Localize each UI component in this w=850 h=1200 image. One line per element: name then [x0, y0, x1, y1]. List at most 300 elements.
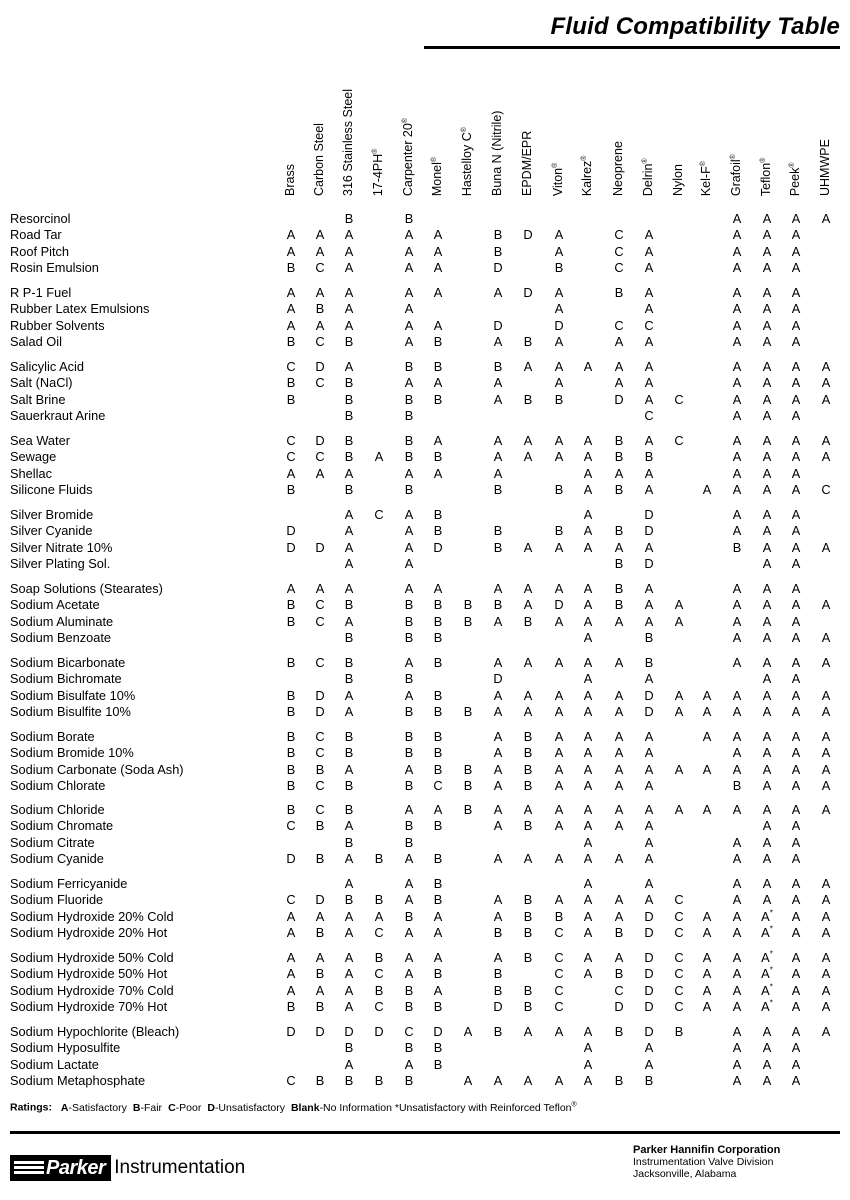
rating-cell: B	[433, 687, 443, 703]
rating-cell: A	[344, 523, 354, 539]
rating-cell: B	[315, 818, 325, 834]
rating-cell: A	[583, 729, 593, 744]
rating-cell: A	[762, 671, 772, 687]
rating-cell: A	[762, 375, 772, 391]
fluid-name: Sodium Benzoate	[10, 630, 112, 646]
rating-cell: A	[583, 482, 593, 498]
rating-cell: A	[732, 1056, 742, 1072]
rating-cell: A	[344, 317, 354, 333]
rating-cell: A	[583, 613, 593, 629]
rating-cell: A	[344, 687, 354, 703]
rating-cell: A	[583, 433, 593, 448]
rating-cell: A	[791, 745, 801, 761]
rating-cell: A	[315, 950, 325, 965]
rating-cell: D	[644, 908, 654, 924]
fluid-name: Soap Solutions (Stearates)	[10, 581, 163, 596]
column-header-label: Peek®	[788, 162, 802, 196]
rating-cell: B	[404, 818, 414, 834]
rating-cell: C	[614, 243, 624, 259]
rating-cell: A	[732, 908, 742, 924]
rating-cell: B	[404, 778, 414, 794]
rating-cell: A	[614, 613, 624, 629]
rating-cell: B	[404, 630, 414, 646]
rating-cell: A	[493, 375, 503, 391]
rating-cell: D	[554, 317, 564, 333]
rating-cell: A	[493, 908, 503, 924]
rating-cell: D	[286, 851, 296, 867]
rating-cell: A	[821, 687, 831, 703]
parker-logo-mark	[10, 1155, 111, 1181]
rating-cell: A	[614, 359, 624, 374]
rating-cell: A	[554, 285, 564, 300]
rating-cell: D	[493, 317, 503, 333]
rating-cell: A	[702, 761, 712, 777]
legend-item: C-Poor	[168, 1101, 202, 1114]
rating-cell: B	[554, 391, 564, 407]
rating-cell: A	[404, 243, 414, 259]
rating-cell: A	[644, 729, 654, 744]
rating-cell: A	[674, 613, 684, 629]
rating-cell: A	[523, 687, 533, 703]
table-row	[0, 285, 850, 301]
rating-cell: A	[404, 687, 414, 703]
rating-cell: B	[286, 375, 296, 391]
rating-cell: A	[821, 966, 831, 982]
rating-cell: A	[644, 671, 654, 687]
rating-cell: B	[614, 449, 624, 465]
rating-cell: B	[404, 1040, 414, 1056]
rating-cell: B	[374, 1073, 384, 1089]
rating-cell: A	[583, 1056, 593, 1072]
rating-cell: A	[554, 892, 564, 908]
rating-cell: A	[762, 802, 772, 817]
rating-cell: B	[644, 449, 654, 465]
rating-cell: B	[614, 433, 624, 448]
rating-cell: A	[583, 465, 593, 481]
fluid-name: Sodium Metaphosphate	[10, 1073, 146, 1089]
rating-cell: A	[674, 761, 684, 777]
rating-cell: A	[493, 745, 503, 761]
fluid-name: Salad Oil	[10, 334, 62, 350]
table-row	[0, 244, 850, 260]
rating-cell: A	[791, 687, 801, 703]
rating-cell: A	[344, 982, 354, 998]
rating-cell: B	[286, 802, 296, 817]
rating-cell: A	[762, 301, 772, 317]
rating-cell: A	[791, 334, 801, 350]
rating-cell: A	[583, 597, 593, 613]
rating-cell: A	[614, 851, 624, 867]
rating-cell: B	[286, 745, 296, 761]
table-row	[0, 1057, 850, 1073]
rating-cell: B	[344, 655, 354, 670]
table-row	[0, 688, 850, 704]
rating-cell: A	[762, 851, 772, 867]
rating-cell: A	[821, 630, 831, 646]
rating-cell: A	[762, 581, 772, 596]
legend-item: B-Fair	[132, 1101, 163, 1114]
rating-cell: B	[404, 391, 414, 407]
rating-cell: A	[644, 482, 654, 498]
rating-cell: C	[315, 729, 325, 744]
division-name: Instrumentation Valve Division	[633, 1156, 774, 1168]
rating-cell: A	[286, 908, 296, 924]
rating-cell: C	[674, 892, 684, 908]
rating-cell: C	[433, 778, 443, 794]
rating-cell: A	[791, 1073, 801, 1089]
rating-cell: A	[762, 818, 772, 834]
rating-cell: A	[791, 1056, 801, 1072]
rating-cell: A	[821, 539, 831, 555]
rating-cell: B	[374, 950, 384, 965]
rating-cell: A	[821, 449, 831, 465]
rating-cell: A	[493, 613, 503, 629]
rating-cell: A	[644, 1056, 654, 1072]
rating-cell: A	[404, 925, 414, 941]
rating-cell: A	[344, 465, 354, 481]
rating-cell: B	[433, 359, 443, 374]
rating-cell: A	[732, 950, 742, 965]
rating-cell: A	[344, 556, 354, 572]
rating-cell: A	[433, 465, 443, 481]
page-title: Fluid Compatibility Table	[550, 13, 840, 40]
rating-cell: A	[732, 375, 742, 391]
rating-cell: A	[286, 301, 296, 317]
rating-cell: A	[821, 802, 831, 817]
rating-cell: B	[404, 597, 414, 613]
rating-cell: A	[762, 761, 772, 777]
table-row	[0, 729, 850, 745]
rating-cell: A	[762, 285, 772, 300]
rating-cell: A	[554, 243, 564, 259]
logo-word: Parker	[46, 1156, 106, 1179]
rating-cell: D	[315, 704, 325, 720]
rating-cell: A	[286, 950, 296, 965]
rating-cell: C	[614, 317, 624, 333]
rating-cell: D	[286, 539, 296, 555]
legend-items	[55, 1102, 395, 1114]
rating-cell: A	[644, 433, 654, 448]
rating-cell: B	[315, 925, 325, 941]
rating-cell: A	[583, 507, 593, 522]
rating-cell: A	[523, 802, 533, 817]
rating-cell: A	[493, 581, 503, 596]
legend-item: Blank-No Information	[290, 1101, 392, 1114]
fluid-name: Sodium Hydroxide 50% Hot	[10, 966, 168, 982]
rating-cell: B	[344, 433, 354, 448]
rating-cell: B	[433, 729, 443, 744]
rating-cell: A	[493, 465, 503, 481]
rating-cell: B	[374, 982, 384, 998]
rating-cell: C	[674, 925, 684, 941]
table-row	[0, 630, 850, 646]
corporation-block	[633, 1144, 780, 1180]
column-header-label: 316 Stainless Steel	[341, 88, 355, 196]
rating-cell: A	[344, 359, 354, 374]
rating-cell: A	[732, 285, 742, 300]
rating-cell: A	[404, 966, 414, 982]
rating-cell: A	[554, 729, 564, 744]
rating-cell: A	[702, 729, 712, 744]
table-row	[0, 359, 850, 375]
rating-cell: C	[614, 227, 624, 243]
legend-heading: Ratings:	[10, 1101, 52, 1114]
rating-cell: B	[523, 778, 533, 794]
rating-cell: A	[583, 925, 593, 941]
rating-cell: A	[732, 211, 742, 226]
rating-cell: D	[644, 966, 654, 982]
rating-cell: A	[762, 1040, 772, 1056]
fluid-name: Sodium Bromide 10%	[10, 745, 134, 761]
rating-cell: B	[315, 966, 325, 982]
rating-cell: A	[702, 966, 712, 982]
rating-cell: A	[791, 778, 801, 794]
rating-cell: B	[286, 778, 296, 794]
rating-cell: A	[732, 227, 742, 243]
fluid-name: R P-1 Fuel	[10, 285, 72, 300]
rating-cell: C	[374, 925, 384, 941]
rating-cell: A	[404, 285, 414, 300]
rating-cell: A	[493, 761, 503, 777]
rating-cell: A	[614, 802, 624, 817]
rating-cell: A	[554, 334, 564, 350]
rating-cell: A	[344, 613, 354, 629]
rating-cell: A	[732, 260, 742, 276]
rating-cell: C	[315, 778, 325, 794]
fluid-name: Sodium Bisulfite 10%	[10, 704, 131, 720]
rating-cell: A	[821, 597, 831, 613]
rating-cell: A	[344, 243, 354, 259]
rating-cell: D	[315, 892, 325, 908]
rating-cell: C	[674, 433, 684, 448]
rating-cell: A	[554, 851, 564, 867]
rating-cell: B	[374, 851, 384, 867]
rating-cell: A	[791, 982, 801, 998]
rating-cell: A	[732, 925, 742, 941]
rating-cell: C	[644, 408, 654, 424]
rating-cell: A	[493, 950, 503, 965]
rating-cell: B	[344, 1073, 354, 1089]
rating-cell: A	[791, 729, 801, 744]
rating-cell: B	[344, 375, 354, 391]
rating-cell: A	[732, 613, 742, 629]
rating-cell: A	[523, 359, 533, 374]
rating-cell: B	[493, 1024, 503, 1039]
rating-cell: B	[732, 778, 742, 794]
rating-cell: A	[493, 704, 503, 720]
rating-cell: B	[344, 802, 354, 817]
table-row	[0, 851, 850, 867]
rating-cell: A	[732, 1040, 742, 1056]
rating-cell: A	[674, 687, 684, 703]
rating-cell: B	[463, 778, 473, 794]
rating-cell: A	[404, 317, 414, 333]
rating-cell: A	[702, 482, 712, 498]
rating-cell: B	[614, 1024, 624, 1039]
rating-cell: B	[404, 408, 414, 424]
table-row	[0, 1024, 850, 1040]
rating-cell: C	[674, 391, 684, 407]
table-row	[0, 392, 850, 408]
table-row	[0, 581, 850, 597]
rating-cell: B	[614, 1073, 624, 1089]
rating-cell: B	[523, 892, 533, 908]
rating-cell: C	[286, 892, 296, 908]
rating-cell: A	[344, 950, 354, 965]
rating-cell: A	[644, 334, 654, 350]
rating-cell: D	[493, 671, 503, 687]
rating-cell: A	[493, 892, 503, 908]
rating-cell: D	[433, 539, 443, 555]
rating-cell: A	[583, 802, 593, 817]
rating-cell: A	[732, 876, 742, 891]
rating-cell: C	[315, 449, 325, 465]
rating-cell: A	[732, 704, 742, 720]
rating-cell: B	[344, 408, 354, 424]
rating-cell: A	[344, 818, 354, 834]
rating-cell: A	[554, 359, 564, 374]
rating-cell: B	[404, 745, 414, 761]
ratings-legend	[10, 1101, 577, 1114]
rating-cell: A	[762, 465, 772, 481]
rating-cell: A	[791, 655, 801, 670]
rating-cell: B	[523, 908, 533, 924]
rating-cell: A	[702, 704, 712, 720]
rating-cell: A	[433, 982, 443, 998]
rating-cell: A	[614, 704, 624, 720]
table-row	[0, 466, 850, 482]
rating-cell: C	[644, 317, 654, 333]
rating-cell: A	[821, 704, 831, 720]
rating-cell: A*	[761, 908, 773, 924]
rating-cell: A	[583, 834, 593, 850]
table-row	[0, 507, 850, 523]
column-header-label: Brass	[283, 164, 297, 196]
fluid-name: Silver Nitrate 10%	[10, 539, 113, 555]
rating-cell: B	[493, 523, 503, 539]
rating-cell: B	[344, 391, 354, 407]
rating-cell: B	[433, 391, 443, 407]
table-row	[0, 966, 850, 982]
rating-cell: D	[644, 950, 654, 965]
rating-cell: C	[404, 1024, 414, 1039]
rating-cell: A	[791, 892, 801, 908]
rating-cell: D	[315, 687, 325, 703]
rating-cell: A	[583, 581, 593, 596]
rating-cell: A	[821, 908, 831, 924]
logo-stripes-icon	[14, 1161, 44, 1175]
rating-cell: A	[821, 745, 831, 761]
fluid-name: Salt Brine	[10, 391, 66, 407]
rating-cell: C	[554, 999, 564, 1015]
rating-cell: A	[523, 1073, 533, 1089]
table-row	[0, 597, 850, 613]
rating-cell: A	[644, 892, 654, 908]
rating-cell: A	[404, 556, 414, 572]
rating-cell: B	[404, 449, 414, 465]
rating-cell: A	[791, 1024, 801, 1039]
legend-note: *Unsatisfactory with Reinforced Teflon®	[394, 1101, 577, 1114]
rating-cell: C	[315, 597, 325, 613]
rating-cell: C	[674, 982, 684, 998]
column-header-label: Teflon®	[759, 157, 773, 196]
rating-cell: A	[344, 704, 354, 720]
rating-cell: A	[732, 851, 742, 867]
corporation-name: Parker Hannifin Corporation	[633, 1144, 781, 1156]
rating-cell: A	[433, 581, 443, 596]
rating-cell: B	[523, 999, 533, 1015]
rating-cell: A	[821, 211, 831, 226]
rating-cell: A	[433, 227, 443, 243]
table-row	[0, 704, 850, 720]
table-row	[0, 671, 850, 687]
table-row	[0, 334, 850, 350]
rating-cell: B	[404, 211, 414, 226]
rating-cell: D	[374, 1024, 384, 1039]
table-row	[0, 449, 850, 465]
table-row	[0, 818, 850, 834]
fluid-name: Sodium Chloride	[10, 802, 105, 817]
rating-cell: A	[702, 925, 712, 941]
fluid-name: Road Tar	[10, 227, 62, 243]
rating-cell: A	[644, 285, 654, 300]
rating-cell: A	[644, 539, 654, 555]
rating-cell: B	[344, 482, 354, 498]
rating-cell: D	[644, 999, 654, 1015]
rating-cell: B	[433, 507, 443, 522]
rating-cell: A	[762, 507, 772, 522]
rating-cell: B	[286, 999, 296, 1015]
rating-cell: B	[433, 704, 443, 720]
rating-cell: A	[821, 876, 831, 891]
rating-cell: A	[644, 227, 654, 243]
rating-cell: A	[791, 482, 801, 498]
rating-cell: B	[463, 802, 473, 817]
rating-cell: A	[583, 950, 593, 965]
rating-cell: A	[523, 597, 533, 613]
rating-cell: B	[493, 597, 503, 613]
rating-cell: B	[433, 613, 443, 629]
fluid-name: Sodium Citrate	[10, 834, 95, 850]
rating-cell: B	[463, 613, 473, 629]
column-header-label: EPDM/EPR	[520, 130, 534, 196]
rating-cell: A	[614, 334, 624, 350]
rating-cell: A	[614, 539, 624, 555]
rating-cell: A	[404, 507, 414, 522]
fluid-name: Sauerkraut Arine	[10, 408, 106, 424]
rating-cell: A	[614, 892, 624, 908]
rating-cell: A	[791, 851, 801, 867]
rating-cell: B	[404, 433, 414, 448]
rating-cell: B	[286, 597, 296, 613]
rating-cell: A	[493, 433, 503, 448]
rating-cell: A	[791, 285, 801, 300]
rating-cell: B	[614, 966, 624, 982]
table-row	[0, 950, 850, 966]
rating-cell: A	[791, 556, 801, 572]
rating-cell: B	[523, 613, 533, 629]
rating-cell: C	[614, 982, 624, 998]
rating-cell: B	[404, 999, 414, 1015]
rating-cell: A	[644, 465, 654, 481]
column-header-label: Neoprene	[611, 141, 625, 196]
rating-cell: B	[433, 1056, 443, 1072]
rating-cell: A	[554, 1024, 564, 1039]
rating-cell: A	[344, 966, 354, 982]
rating-cell: B	[523, 729, 533, 744]
rating-cell: D	[614, 999, 624, 1015]
fluid-name: Sodium Hydroxide 20% Hot	[10, 925, 168, 941]
